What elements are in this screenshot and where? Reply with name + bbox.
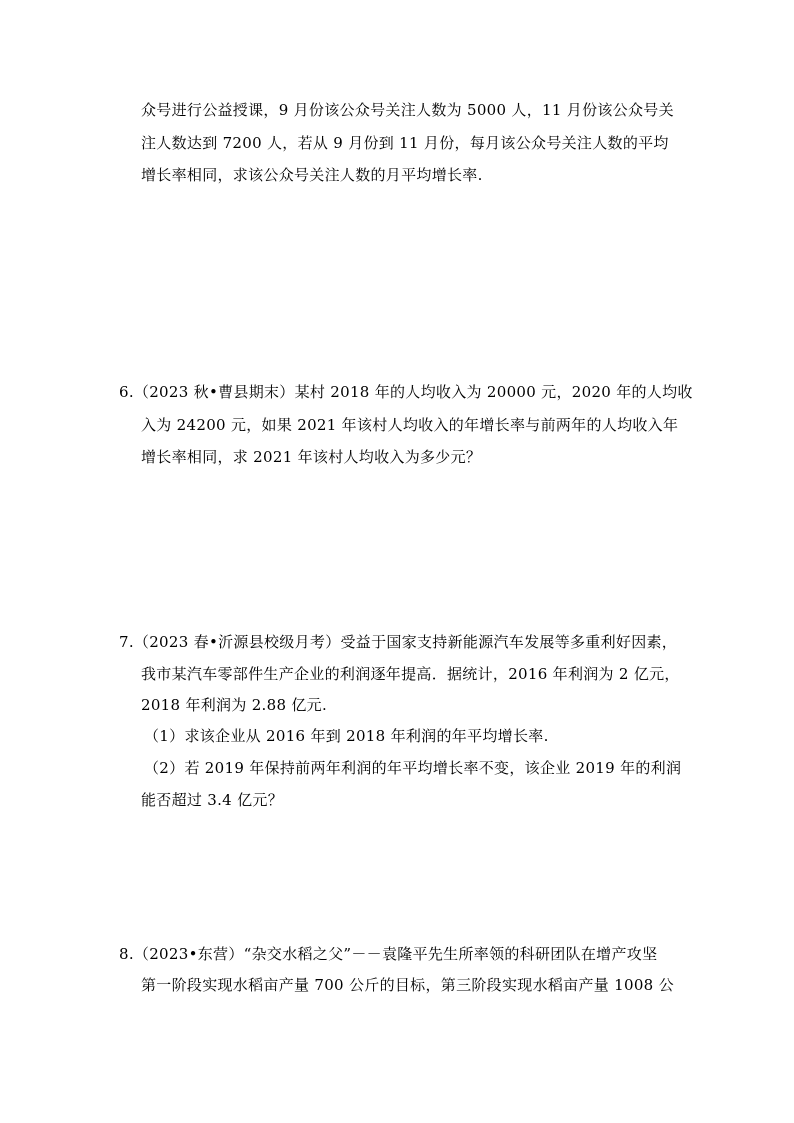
q7-subquestion-1: （1）求该企业从 2016 年到 2018 年利润的年平均增长率. [144, 727, 549, 745]
q7-subquestion-2: （2）若 2019 年保持前两年利润的年平均增长率不变，该企业 2019 年的利润 [144, 759, 682, 777]
q8-line-2: 第一阶段实现水稻亩产量 700 公斤的目标，第三阶段实现水稻亩产量 1008 公 [141, 976, 674, 994]
q7-line-1: 7.（2023 春•沂源县校级月考）受益于国家支持新能源汽车发展等多重利好因素， [119, 633, 678, 651]
q6-line-2: 入为 24200 元，如果 2021 年该村人均收入的年增长率与前两年的人均收入年 [141, 416, 679, 434]
q6-line-3: 增长率相同，求 2021 年该村人均收入为多少元？ [141, 448, 482, 466]
q7-subquestion-2-cont: 能否超过 3.4 亿元？ [141, 791, 283, 809]
q6-line-1: 6.（2023 秋•曹县期末）某村 2018 年的人均收入为 20000 元，2020 年的人均收 [119, 383, 693, 401]
q5-line-2: 注人数达到 7200 人，若从 9 月份到 11 月份，每月该公众号关注人数的平均 [141, 134, 669, 152]
q7-line-3: 2018 年利润为 2.88 亿元. [141, 696, 328, 714]
q5-line-1: 众号进行公益授课，9 月份该公众号关注人数为 5000 人，11 月份该公众号关 [141, 101, 674, 119]
q7-line-2: 我市某汽车零部件生产企业的利润逐年提高．据统计，2016 年利润为 2 亿元， [141, 665, 680, 683]
q5-line-3: 增长率相同，求该公众号关注人数的月平均增长率. [141, 166, 483, 184]
q8-line-1: 8.（2023•东营）“杂交水稻之父”－－袁隆平先生所率领的科研团队在增产攻坚 [119, 945, 658, 963]
